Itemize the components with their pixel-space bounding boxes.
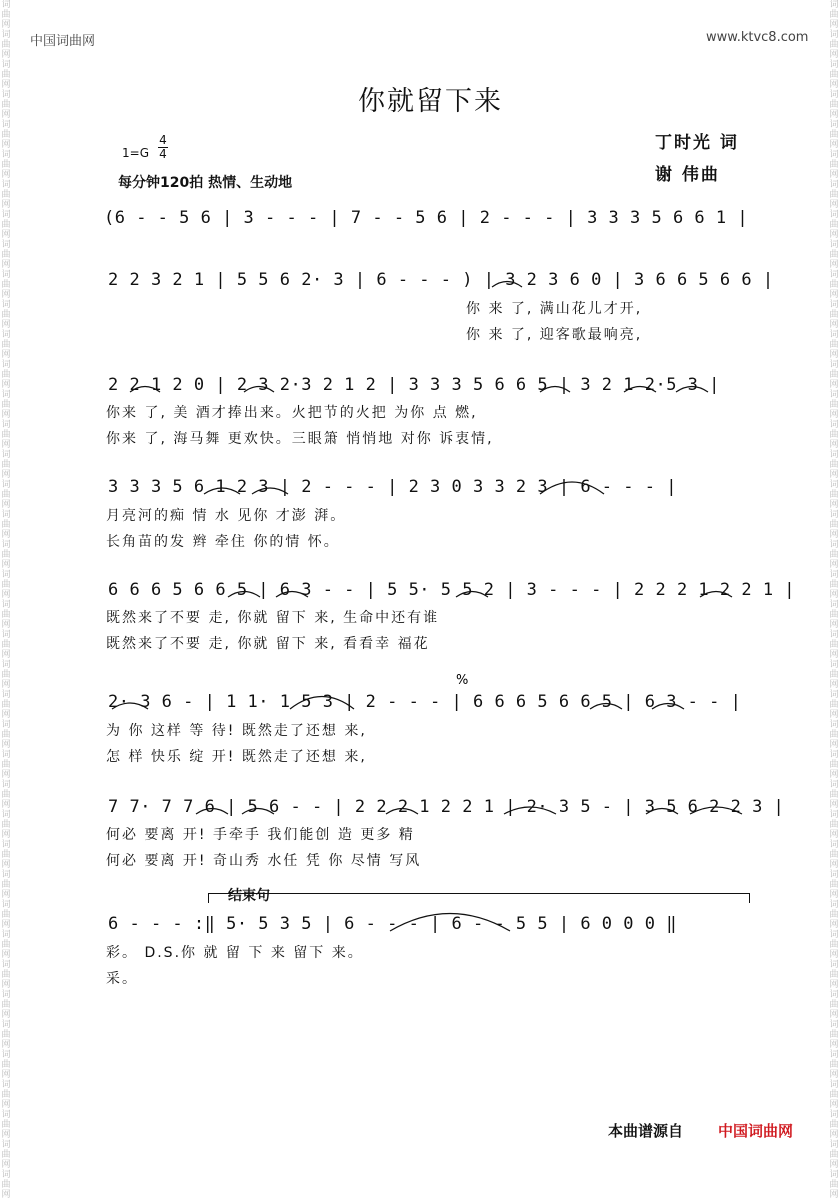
slur-mark	[242, 809, 274, 815]
slur-mark	[290, 697, 354, 710]
slur-mark	[204, 488, 240, 494]
lyric-row-6-verse-1: 为 你 这样 等 待! 既然走了还想 来,	[106, 723, 367, 739]
lyricist-credit: 丁时光 词	[655, 133, 739, 153]
slur-mark	[590, 704, 622, 710]
lyric-row-7-verse-2: 何必 要离 开! 奇山秀 水任 凭 你 尽情 写风	[106, 853, 422, 869]
composer-credit: 谢 伟曲	[655, 165, 720, 185]
footer-source-label: 本曲谱源自	[608, 1122, 684, 1140]
lyric-row-6-verse-2: 怎 样 快乐 绽 开! 既然走了还想 来,	[106, 749, 367, 765]
lyric-row-2-verse-1: 你 来 了, 满山花儿才开,	[466, 301, 643, 317]
slur-mark	[676, 387, 708, 393]
site-url-right[interactable]: www.ktvc8.com	[706, 30, 809, 45]
notation-row-3: 2 2 1 2 0 | 2 3 2·3 2 1 2 | 3 3 3 5 6 6 5 | 3 2 1 2·5 3 |	[108, 375, 720, 395]
lyric-row-3-verse-2: 你来 了, 海马舞 更欢快。三眼箫 悄悄地 对你 诉衷情,	[106, 431, 494, 447]
slur-mark	[244, 387, 274, 393]
lyric-row-5-verse-2: 既然来了不要 走, 你就 留下 来, 看看幸 福花	[106, 636, 430, 652]
lyric-row-2-verse-2: 你 来 了, 迎客歌最响亮,	[466, 327, 643, 343]
slur-mark	[540, 387, 570, 393]
slur-mark	[112, 703, 148, 709]
ending-section-label: 结束句	[228, 888, 270, 904]
slur-mark	[652, 704, 684, 710]
tempo-marking: 每分钟120拍 热情、生动地	[118, 175, 293, 191]
notation-row-4: 3 3 3 5 6 1 2 3 | 2 - - - | 2 3 0 3 3 2 3 | 6 - - - |	[108, 477, 677, 497]
left-watermark-strip: 词曲网 词曲网 词曲网 词曲网 词曲网 词曲网 词曲网 词曲网 词曲网 词曲网 词曲网 词曲网 词曲网 词曲网 词曲网 词曲网 词曲网 词曲网 词曲网 词曲网 词曲网 词曲网 词曲网 词曲网 词曲网 词曲网 词曲网 词曲网 词曲网 词曲网 词曲网 词曲网 词曲网 词曲网 词曲网 词曲网 词曲网 词曲网 词曲网 词曲网	[1, 0, 11, 1200]
notation-row-8: 6 - - - :‖ 5· 5 3 5 | 6 - - - | 6 - - 5 5 | 6 0 0 0 ‖	[108, 914, 677, 934]
key-signature: 1=G	[122, 146, 149, 160]
segno-mark: %	[456, 673, 469, 688]
notation-row-1: (6 - - 5 6 | 3 - - - | 7 - - 5 6 | 2 - - - | 3 3 3 5 6 6 1 |	[104, 208, 749, 228]
notation-row-5: 6 6 6 5 6 6 5 | 6 3 - - | 5 5· 5 5 2 | 3 - - - | 2 2 2 1 2 2 1 |	[108, 580, 796, 600]
notation-row-6: 2· 3 6 - | 1 1· 1 5 3 | 2 - - - | 6 6 6 5 6 6 5 | 6 3 - - |	[108, 692, 742, 712]
slur-mark	[228, 592, 260, 598]
slur-mark	[252, 488, 288, 494]
slur-mark	[130, 387, 160, 393]
slur-mark	[540, 482, 604, 494]
song-title: 你就留下来	[358, 86, 503, 117]
slur-mark	[504, 807, 556, 814]
right-watermark-strip: 词曲网 词曲网 词曲网 词曲网 词曲网 词曲网 词曲网 词曲网 词曲网 词曲网 词曲网 词曲网 词曲网 词曲网 词曲网 词曲网 词曲网 词曲网 词曲网 词曲网 词曲网 词曲网 词曲网 词曲网 词曲网 词曲网 词曲网 词曲网 词曲网 词曲网 词曲网 词曲网 词曲网 词曲网 词曲网 词曲网 词曲网 词曲网 词曲网 词曲网	[829, 0, 839, 1200]
slur-mark	[624, 387, 656, 393]
footer-source-site[interactable]: 中国词曲网	[718, 1122, 794, 1140]
slur-mark	[646, 809, 678, 815]
notation-row-2: 2 2 3 2 1 | 5 5 6 2· 3 | 6 - - - ) | 3 2 3 6 0 | 3 6 6 5 6 6 |	[108, 270, 774, 290]
slur-mark	[492, 282, 522, 288]
notation-row-7: 7 7· 7 7 6 | 5 6 - - | 2 2 2 1 2 2 1 | 2· 3 5 - | 3 5 6 2 2 3 |	[108, 797, 785, 817]
slur-mark	[456, 592, 488, 598]
slur-mark	[390, 914, 510, 932]
time-signature-bottom: 4	[159, 147, 167, 161]
lyric-row-5-verse-1: 既然来了不要 走, 你就 留下 来, 生命中还有谁	[106, 610, 440, 626]
slur-mark	[196, 809, 228, 815]
slur-mark	[276, 592, 308, 598]
slur-mark	[386, 809, 418, 815]
lyric-row-4-verse-1: 月亮河的痴 情 水 见你 才澎 湃。	[106, 508, 347, 524]
site-name-left[interactable]: 中国词曲网	[30, 34, 96, 49]
lyric-row-4-verse-2: 长角苗的发 辫 牵住 你的情 怀。	[106, 534, 340, 550]
lyric-row-8-verse-1: 彩。 D.S.你 就 留 下 来 留下 来。	[106, 945, 364, 961]
slur-mark	[700, 592, 732, 598]
lyric-row-7-verse-1: 何必 要离 开! 手牵手 我们能创 造 更多 精	[106, 827, 415, 843]
time-signature-top: 4	[159, 133, 167, 147]
lyric-row-8-verse-2: 采。	[106, 971, 138, 987]
lyric-row-3-verse-1: 你来 了, 美 酒才捧出来。火把节的火把 为你 点 燃,	[106, 405, 478, 421]
slur-mark	[690, 807, 742, 814]
